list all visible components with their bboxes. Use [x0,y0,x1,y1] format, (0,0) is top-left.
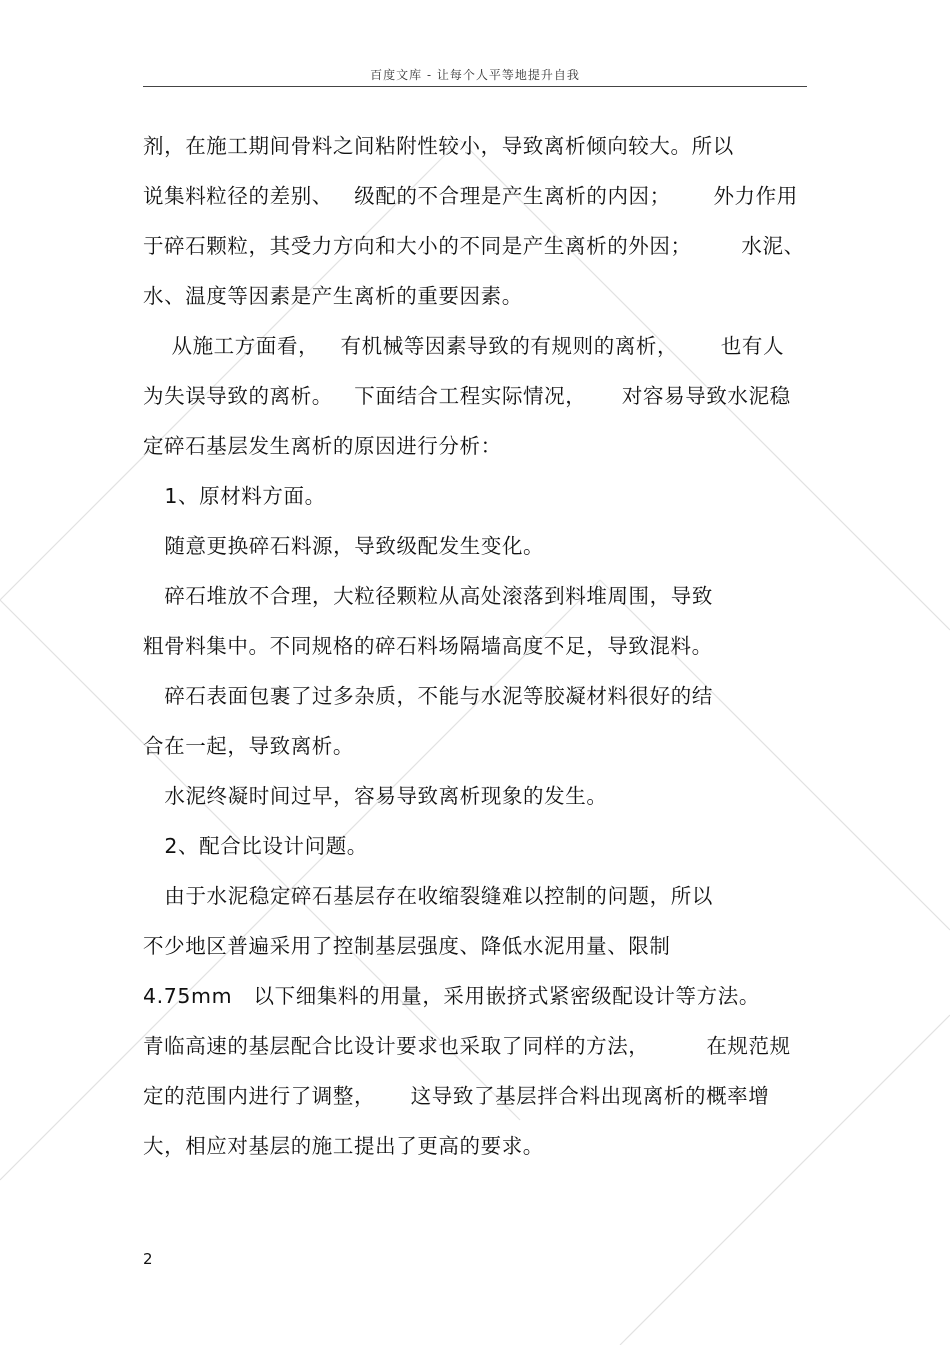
page-number: 2 [143,1250,153,1268]
text-line: 从施工方面看， 有机械等因素导致的有规则的离析， 也有人 [143,334,785,358]
text-line: 粗骨料集中。不同规格的碎石料场隔墙高度不足，导致混料。 [143,634,713,658]
text-line: 水泥终凝时间过早，容易导致离析现象的发生。 [143,784,608,808]
section-heading: 1、原材料方面。 [143,484,326,508]
text-line: 合在一起，导致离析。 [143,734,354,758]
section-heading: 2、配合比设计问题。 [143,834,368,858]
text-line: 不少地区普遍采用了控制基层强度、降低水泥用量、限制 [143,934,671,958]
text-line: 水、温度等因素是产生离析的重要因素。 [143,284,523,308]
text-line: 定碎石基层发生离析的原因进行分析： [143,434,502,458]
text-line: 大，相应对基层的施工提出了更高的要求。 [143,1134,544,1158]
text-line: 于碎石颗粒，其受力方向和大小的不同是产生离析的外因； 水泥、 [143,234,805,258]
text-line: 4.75mm 以下细集料的用量，采用嵌挤式紧密级配设计等方法。 [143,984,760,1008]
text-line: 由于水泥稳定碎石基层存在收缩裂缝难以控制的问题，所以 [143,884,713,908]
text-line: 定的范围内进行了调整， 这导致了基层拌合料出现离析的概率增 [143,1084,770,1108]
text-line: 为失误导致的离析。 下面结合工程实际情况， 对容易导致水泥稳 [143,384,791,408]
text-line: 碎石堆放不合理，大粒径颗粒从高处滚落到料堆周围，导致 [143,584,713,608]
text-line: 剂，在施工期间骨料之间粘附性较小，导致离析倾向较大。所以 [143,134,734,158]
header-divider [143,86,807,87]
text-line: 碎石表面包裹了过多杂质，不能与水泥等胶凝材料很好的结 [143,684,713,708]
text-line: 说集料粒径的差别、 级配的不合理是产生离析的内因； 外力作用 [143,184,798,208]
page-header: 百度文库 - 让每个人平等地提升自我 [370,68,580,82]
text-line: 青临高速的基层配合比设计要求也采取了同样的方法， 在规范规 [143,1034,791,1058]
document-body [143,126,813,1176]
text-line: 随意更换碎石料源，导致级配发生变化。 [143,534,545,558]
